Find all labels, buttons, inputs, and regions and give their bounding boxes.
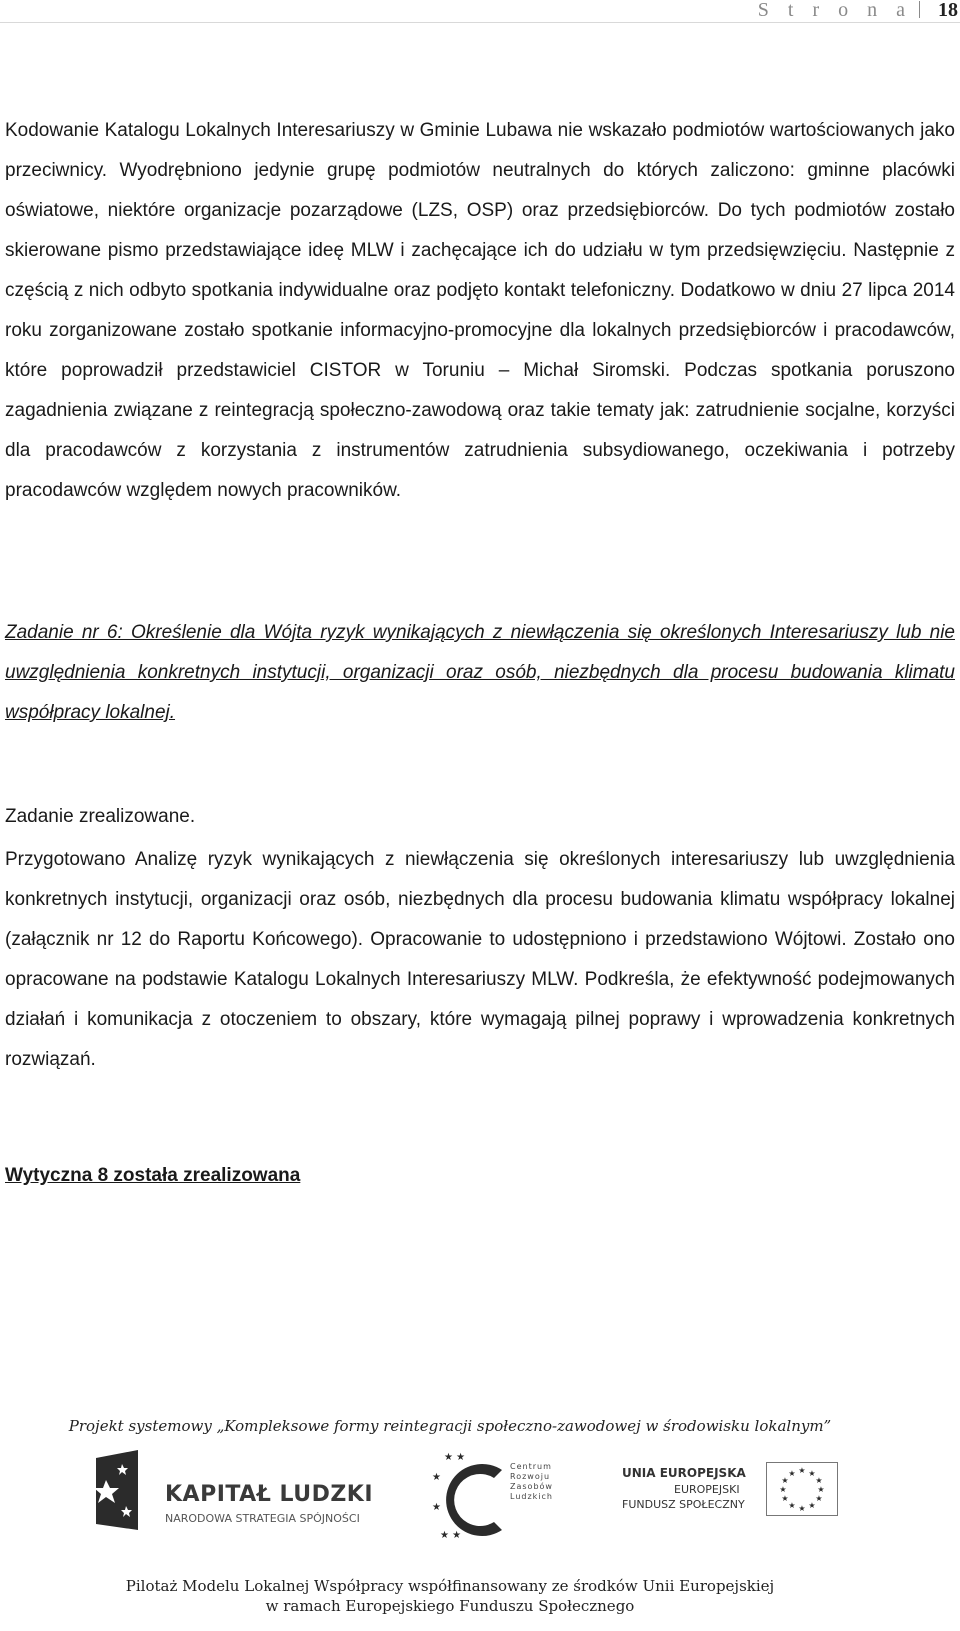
svg-text:★: ★ [817,1485,825,1494]
footer-project-title: Projekt systemowy „Kompleksowe formy reintegracji społeczno-zawodowej w środowisku lokalnym” [68,1417,832,1435]
eu-efs-logo [622,1450,862,1550]
task-heading: Zadanie nr 6: Określenie dla Wójta ryzyk wynikających z niewłączenia się określonych Interesariuszy lub nie uwzględnienia konkretnych instytucji, organizacji oraz osób, niezbędnych dla procesu budowania klimatu współpracy lokalnej. [5,622,955,723]
svg-text:★: ★ [808,1469,816,1478]
svg-text:★: ★ [798,1466,806,1475]
page-header [0,0,960,23]
funding-line-1: Pilotaż Modelu Lokalnej Współpracy współfinansowany ze środków Unii Europejskiej [125,1577,775,1595]
footer-funding-note [0,1576,900,1616]
crzl-emblem-icon [432,1450,512,1550]
svg-text:★ ★: ★ ★ [444,1452,466,1463]
eu-line-2: FUNDUSZ SPOŁECZNY [622,1498,745,1511]
svg-text:★: ★ [798,1504,806,1513]
svg-text:★: ★ [781,1476,789,1485]
kapital-ludzki-title: KAPITAŁ LUDZKI [165,1482,374,1507]
crzl-line: Zasobów [510,1482,553,1491]
guideline-heading: Wytyczna 8 została zrealizowana [5,1165,301,1186]
svg-text:★: ★ [788,1501,796,1510]
svg-text:★: ★ [815,1476,823,1485]
crzl-name [510,1462,553,1502]
kapital-ludzki-emblem-icon [92,1450,142,1530]
svg-text:★: ★ [815,1494,823,1503]
svg-text:★: ★ [788,1469,796,1478]
svg-text:★: ★ [779,1485,787,1494]
body-paragraph-1: Kodowanie Katalogu Lokalnych Interesariuszy w Gminie Lubawa nie wskazało podmiotów wartościowanych jako przeciwnicy. Wyodrębniono jedynie grupę podmiotów neutralnych do których zaliczono: gminne placówki oświatowe, niektóre organizacje pozarządowe (LZS, OSP) oraz przedsiębiorców. Do tych podmiotów zostało skierowane pismo przedstawiające ideę MLW i zachęcające ich do udziału w tym przedsięwzięciu. Następnie z częścią z nich odbyto spotkania indywidualne oraz podjęto kontakt telefoniczny. Dodatkowo w dniu 27 lipca 2014 roku zorganizowane zostało spotkanie informacyjno-promocyjne dla lokalnych przedsiębiorców i pracodawców, które poprowadził przedstawiciel CISTOR w Toruniu – Michał Siromski. Podczas spotkania poruszono zagadnienia związane z reintegracją społeczno-zawodową oraz takie tematy jak: zatrudnienie socjalne, korzyści dla pracodawców z korzystania z instrumentów zatrudnienia subsydiowanego, oczekiwania i potrzeby pracodawców względem nowych pracowników. [5,120,955,501]
crzl-line: Rozwoju [510,1472,551,1481]
svg-text:★: ★ [781,1494,789,1503]
eu-title: UNIA EUROPEJSKA [622,1466,746,1480]
eu-flag-icon [766,1462,838,1516]
svg-text:★: ★ [808,1501,816,1510]
svg-text:★: ★ [432,1472,441,1483]
kapital-ludzki-logo [92,1450,392,1560]
body-paragraph-2: Przygotowano Analizę ryzyk wynikających z niewłączenia się określonych interesariuszy lub uwzględnienia konkretnych instytucji, organizacji oraz osób, niezbędnych dla procesu budowania klimatu współpracy lokalnej (załącznik nr 12 do Raportu Końcowego). Opracowanie to udostępniono i przedstawiono Wójtowi. Zostało ono opracowane na podstawie Katalogu Lokalnych Interesariuszy MLW. Podkreśla, że efektywność podejmowanych działań i komunikacja z otoczeniem to obszary, które wymagają pilnej poprawy i wprowadzenia konkretnych rozwiązań. [5,849,955,1070]
funding-line-2: w ramach Europejskiego Funduszu Społecznego [265,1597,635,1615]
footer-logos [0,1450,960,1560]
task-status: Zadanie zrealizowane. [5,806,196,827]
crzl-line: Centrum [510,1462,552,1471]
page-label: S t r o n a [757,0,912,21]
header-separator [919,1,920,18]
svg-text:★ ★: ★ ★ [440,1530,462,1541]
page-number: 18 [938,0,958,21]
kapital-ludzki-subtitle: NARODOWA STRATEGIA SPÓJNOŚCI [165,1512,360,1525]
svg-text:★: ★ [432,1502,441,1513]
crzl-logo [432,1450,572,1550]
crzl-line: Ludzkich [510,1492,553,1501]
eu-line-1: EUROPEJSKI [674,1483,740,1496]
